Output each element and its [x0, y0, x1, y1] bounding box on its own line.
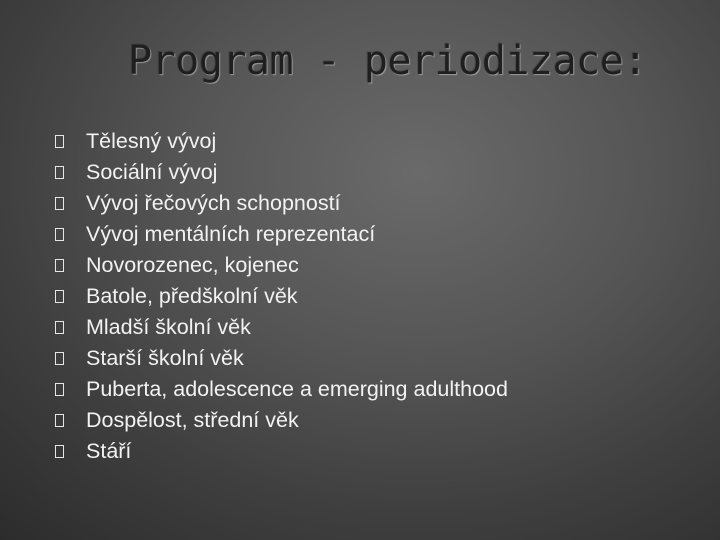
square-bullet-icon [55, 166, 64, 179]
square-bullet-icon [55, 321, 64, 334]
square-bullet-icon [55, 445, 64, 458]
list-item-text: Stáří [86, 439, 132, 463]
square-bullet-icon [55, 197, 64, 210]
list-item-text: Tělesný vývoj [86, 129, 217, 153]
list-item [52, 188, 508, 219]
list-item [52, 374, 508, 405]
list-item [52, 405, 508, 436]
list-item-text: Mladší školní věk [86, 315, 251, 339]
list-item-text: Vývoj řečových schopností [86, 191, 341, 215]
list-item-text: Batole, předškolní věk [86, 284, 298, 308]
list-item [52, 312, 508, 343]
list-item-text: Novorozenec, kojenec [86, 253, 299, 277]
slide-title: Program - periodizace: [128, 38, 647, 84]
square-bullet-icon [55, 352, 64, 365]
list-item [52, 281, 508, 312]
bullet-list [52, 126, 508, 467]
square-bullet-icon [55, 290, 64, 303]
square-bullet-icon [55, 383, 64, 396]
list-item-text: Sociální vývoj [86, 160, 218, 184]
list-item [52, 157, 508, 188]
square-bullet-icon [55, 414, 64, 427]
square-bullet-icon [55, 228, 64, 241]
square-bullet-icon [55, 135, 64, 148]
list-item [52, 343, 508, 374]
list-item-text: Puberta, adolescence a emerging adulthood [86, 377, 508, 401]
list-item [52, 219, 508, 250]
square-bullet-icon [55, 259, 64, 272]
list-item-text: Starší školní věk [86, 346, 244, 370]
list-item [52, 126, 508, 157]
list-item [52, 436, 508, 467]
list-item-text: Vývoj mentálních reprezentací [86, 222, 376, 246]
list-item [52, 250, 508, 281]
list-item-text: Dospělost, střední věk [86, 408, 299, 432]
